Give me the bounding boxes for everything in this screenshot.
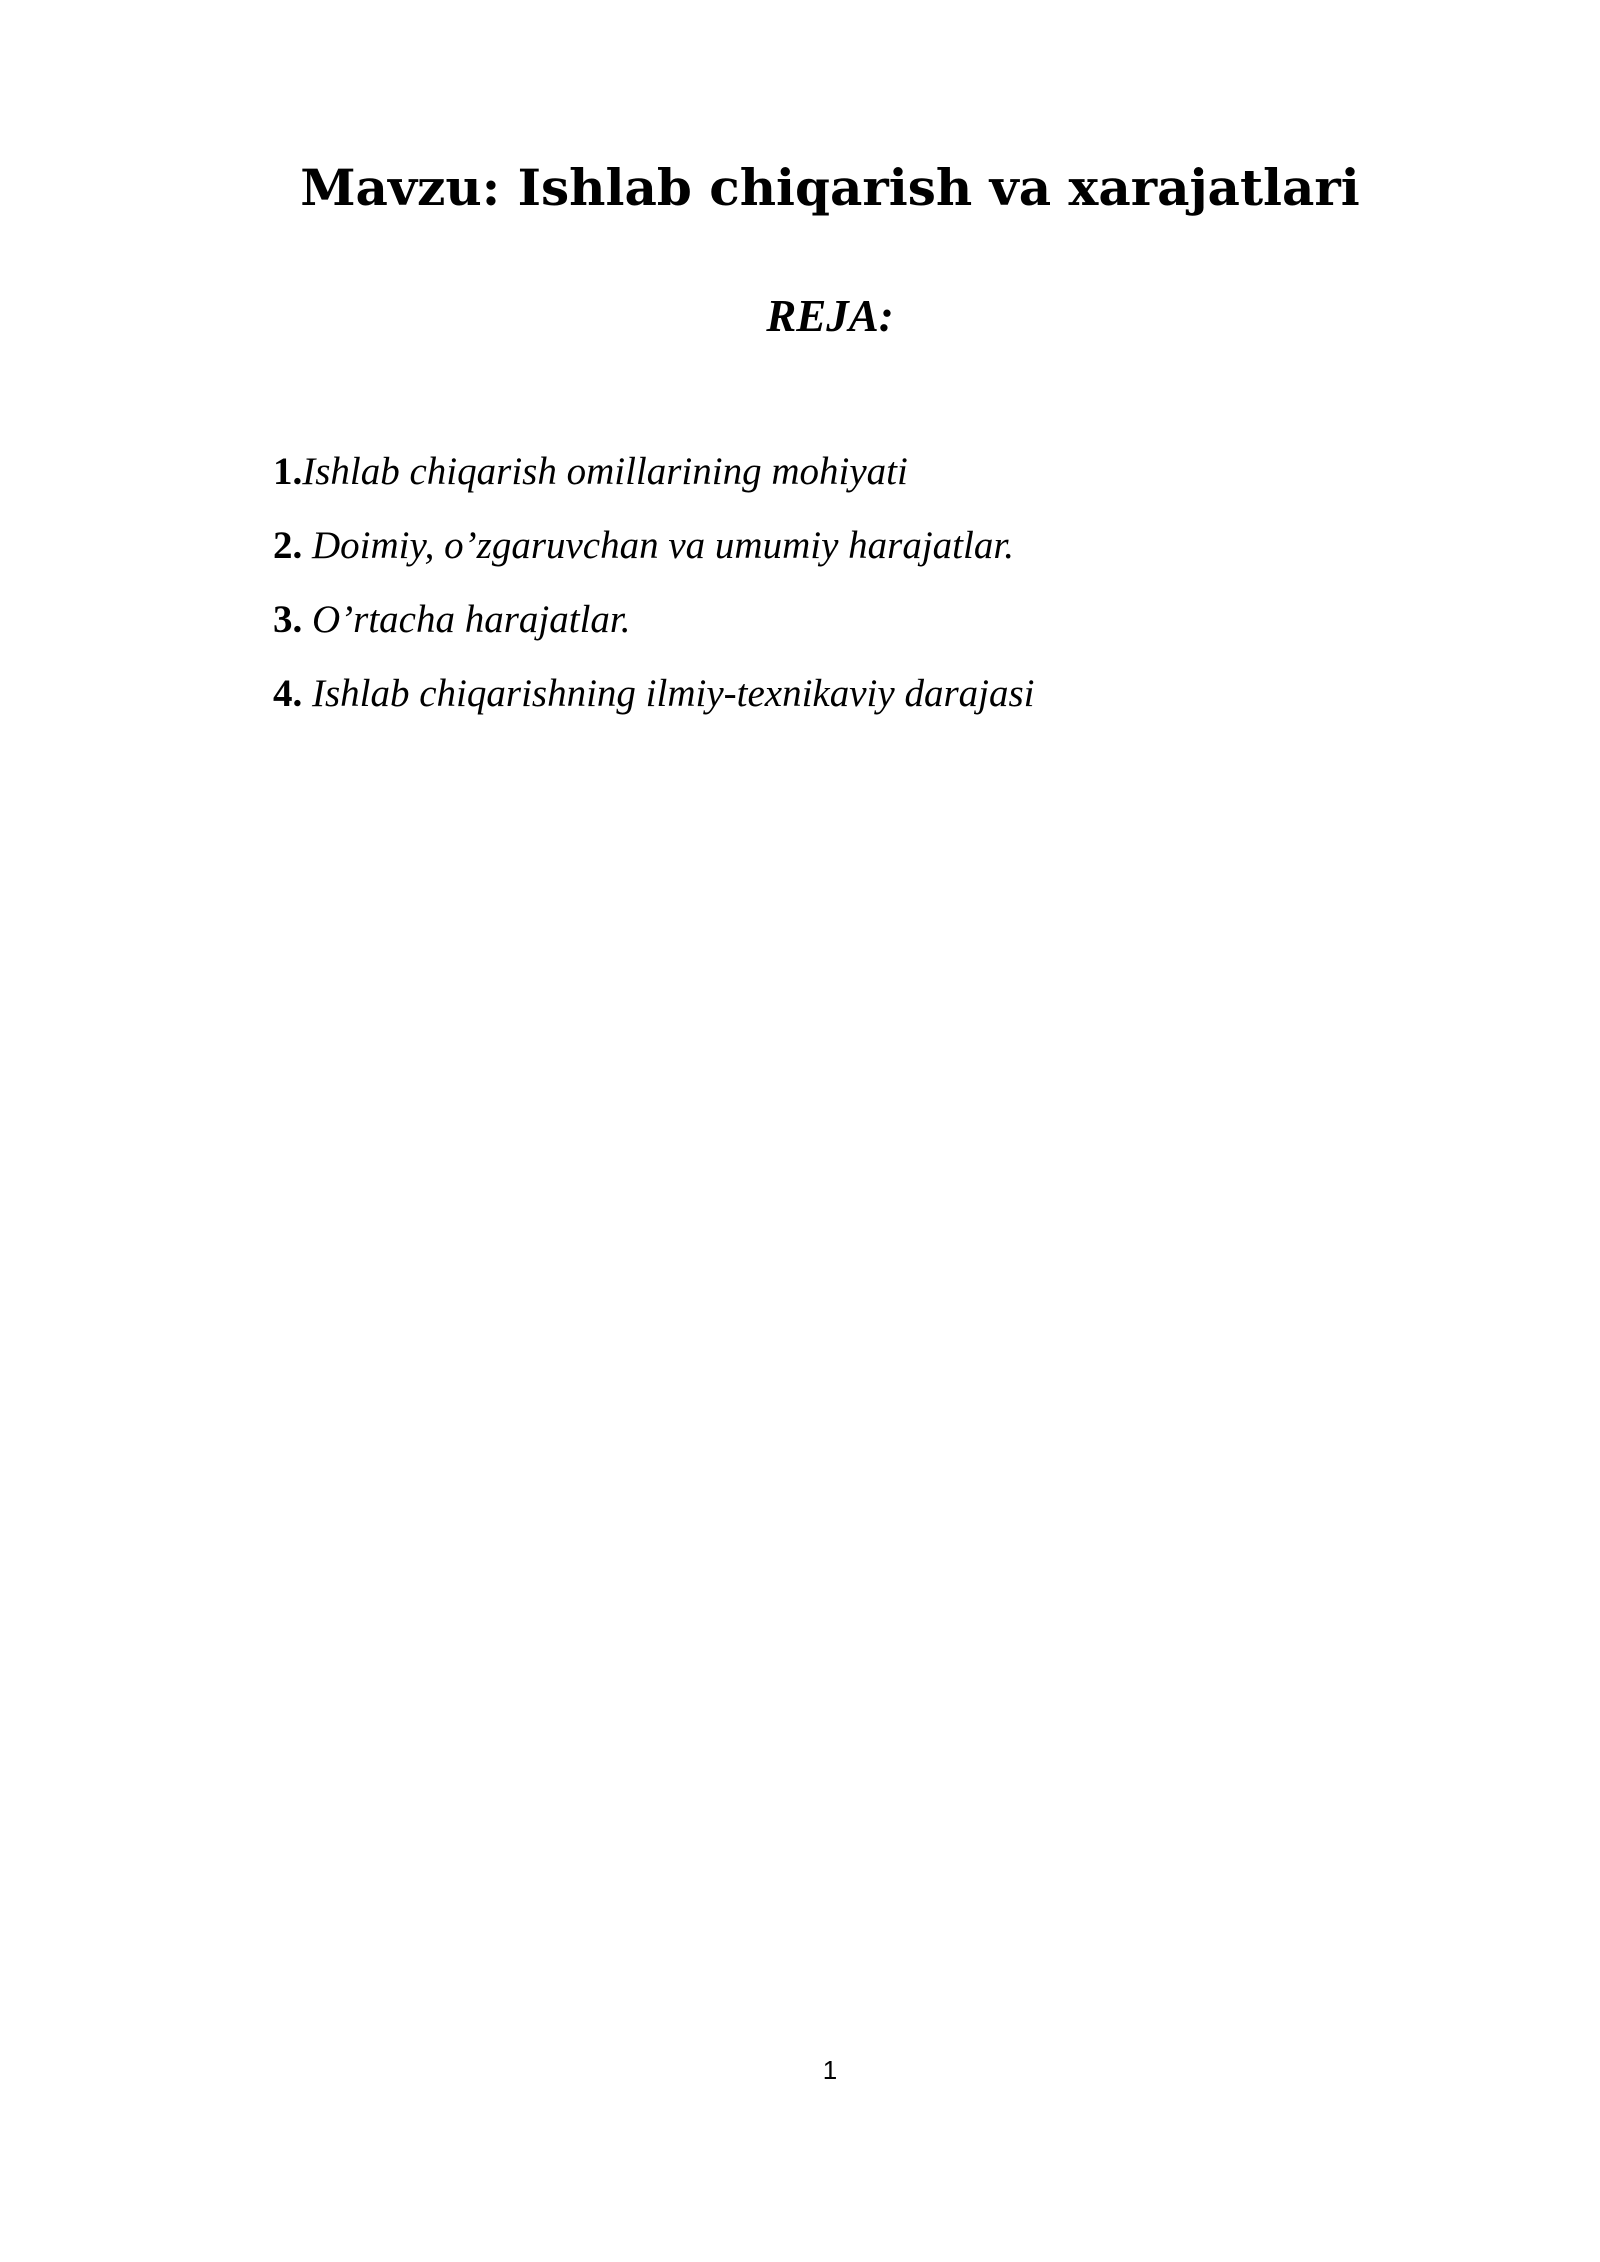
plan-item-text: O’rtacha harajatlar. bbox=[302, 598, 631, 641]
plan-item-text: Ishlab chiqarishning ilmiy-texnikaviy darajasi bbox=[302, 672, 1035, 715]
plan-item-number: 3. bbox=[273, 598, 303, 641]
plan-item-number: 4. bbox=[273, 672, 303, 715]
plan-item-number: 1. bbox=[273, 450, 303, 493]
plan-heading: REJA: bbox=[766, 291, 894, 341]
plan-item-number: 2. bbox=[273, 524, 303, 567]
page-number: 1 bbox=[822, 2055, 838, 2085]
plan-item-text: Ishlab chiqarish omillarining mohiyati bbox=[302, 450, 908, 493]
plan-item-text: Doimiy, o’zgaruvchan va umumiy harajatlar. bbox=[302, 524, 1014, 567]
plan-list bbox=[273, 435, 1034, 731]
plan-item bbox=[273, 583, 1034, 657]
plan-item bbox=[273, 509, 1034, 583]
document-title: Mavzu: Ishlab chiqarish va xarajatlari bbox=[300, 158, 1360, 217]
plan-item bbox=[273, 657, 1034, 731]
plan-item bbox=[273, 435, 1034, 509]
